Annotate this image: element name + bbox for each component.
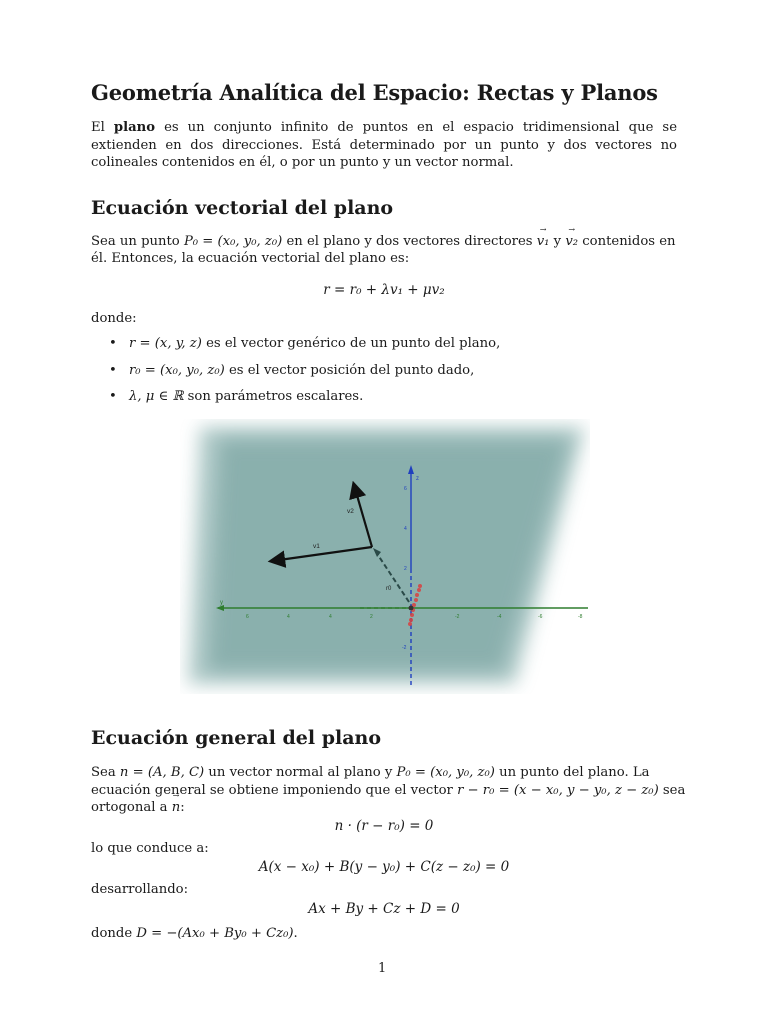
general-paragraph-line1 bbox=[91, 765, 650, 780]
y-axis-label: y bbox=[220, 600, 223, 606]
vector-r0-label: r0 bbox=[386, 586, 392, 592]
point bbox=[415, 593, 419, 597]
text: ortogonal a bbox=[91, 800, 172, 815]
bullet-icon: • bbox=[109, 389, 117, 404]
section-heading-vectorial: Ecuación vectorial del plano bbox=[91, 197, 394, 219]
general-paragraph-line3 bbox=[91, 800, 185, 815]
point bbox=[408, 622, 412, 626]
math-v1: → v₁ bbox=[537, 234, 550, 249]
y-tick: 4 bbox=[329, 614, 332, 620]
text: ecuación general se obtiene imponiendo que el vector bbox=[91, 783, 458, 798]
document-title: Geometría Analítica del Espacio: Rectas y Planos bbox=[91, 80, 658, 105]
z-tick: -2 bbox=[402, 645, 407, 651]
math-d: D = −(Ax₀ + By₀ + Cz₀) bbox=[136, 926, 294, 941]
intro-bold-term: plano bbox=[113, 120, 156, 135]
text: Sea un punto bbox=[91, 234, 184, 249]
equation-point-normal: A(x − x₀) + B(y − y₀) + C(z − z₀) = 0 bbox=[258, 859, 510, 875]
z-axis-label: z bbox=[416, 476, 419, 482]
y-tick: 6 bbox=[246, 614, 249, 620]
intro-text-start: El bbox=[91, 120, 114, 135]
plane-figure bbox=[180, 419, 590, 694]
point bbox=[409, 618, 413, 622]
list-item bbox=[109, 336, 500, 363]
intro-text-rest: es un conjunto infinito de puntos en el espacio tridimensional que se extienden en dos direcciones. Está determinado por un punto y dos vectores no colineales contenidos en él, o por un punto y un vector normal. bbox=[91, 120, 677, 170]
bullet-icon: • bbox=[109, 362, 117, 378]
z-tick: 4 bbox=[404, 526, 407, 532]
z-tick: 6 bbox=[404, 486, 407, 492]
vectorial-paragraph-line1 bbox=[91, 234, 676, 249]
math-p0: P₀ = (x₀, y₀, z₀) bbox=[183, 234, 283, 249]
donde-label: donde: bbox=[91, 311, 137, 326]
equation-orthogonal: n · (r − r₀) = 0 bbox=[334, 818, 434, 834]
y-tick: -6 bbox=[538, 614, 543, 620]
y-tick: 2 bbox=[370, 614, 373, 620]
equation-general: Ax + By + Cz + D = 0 bbox=[308, 901, 460, 917]
point bbox=[414, 598, 418, 602]
list-item-text: es el vector posición del punto dado, bbox=[224, 362, 475, 378]
y-tick: 4 bbox=[287, 614, 290, 620]
point bbox=[417, 588, 421, 592]
text: sea bbox=[658, 783, 686, 798]
list-item-text: son parámetros escalares. bbox=[183, 389, 364, 404]
math-n: → n bbox=[172, 800, 181, 815]
point bbox=[418, 584, 422, 588]
text: un punto del plano. La bbox=[494, 765, 650, 780]
donde-d-line bbox=[91, 926, 298, 941]
text: un vector normal al plano y bbox=[204, 765, 397, 780]
text: y bbox=[549, 234, 566, 249]
vector-v1-label: v1 bbox=[313, 543, 320, 550]
math-p0: P₀ = (x₀, y₀, z₀) bbox=[396, 765, 495, 780]
text: contenidos en bbox=[578, 234, 676, 249]
y-tick: -2 bbox=[455, 614, 460, 620]
math-params: λ, μ ∈ ℝ bbox=[129, 389, 184, 404]
math-r0: r₀ = (x₀, y₀, z₀) bbox=[129, 362, 225, 378]
z-tick: 2 bbox=[404, 566, 407, 572]
section-heading-general: Ecuación general del plano bbox=[91, 727, 382, 749]
list-item-text: es el vector genérico de un punto del plano, bbox=[201, 336, 501, 351]
vector-v2-label: v2 bbox=[347, 508, 354, 515]
conduce-label: lo que conduce a: bbox=[91, 841, 209, 856]
parameter-list bbox=[109, 336, 500, 416]
bullet-icon: • bbox=[109, 336, 117, 351]
page-number: 1 bbox=[378, 961, 387, 976]
math-r: r = (x, y, z) bbox=[129, 336, 202, 351]
text: Sea bbox=[91, 765, 120, 780]
math-difference: r − r₀ = (x − x₀, y − y₀, z − z₀) bbox=[457, 783, 659, 798]
origin-point bbox=[409, 606, 414, 611]
math-n: n = (A, B, C) bbox=[119, 765, 205, 780]
desarrollando-label: desarrollando: bbox=[91, 882, 189, 897]
y-tick: -8 bbox=[578, 614, 583, 620]
intro-paragraph bbox=[91, 119, 677, 172]
y-tick: -4 bbox=[497, 614, 502, 620]
list-item bbox=[109, 389, 500, 416]
equation-vectorial: r = r₀ + λv₁ + μv₂ bbox=[323, 282, 445, 298]
text: : bbox=[180, 800, 185, 815]
text: en el plano y dos vectores directores bbox=[282, 234, 537, 249]
vectorial-paragraph-line2: él. Entonces, la ecuación vectorial del plano es: bbox=[91, 251, 410, 266]
point bbox=[410, 613, 414, 617]
text: donde bbox=[91, 926, 137, 941]
text: . bbox=[293, 926, 298, 941]
list-item bbox=[109, 363, 500, 390]
math-v2: → v₂ bbox=[565, 234, 578, 249]
